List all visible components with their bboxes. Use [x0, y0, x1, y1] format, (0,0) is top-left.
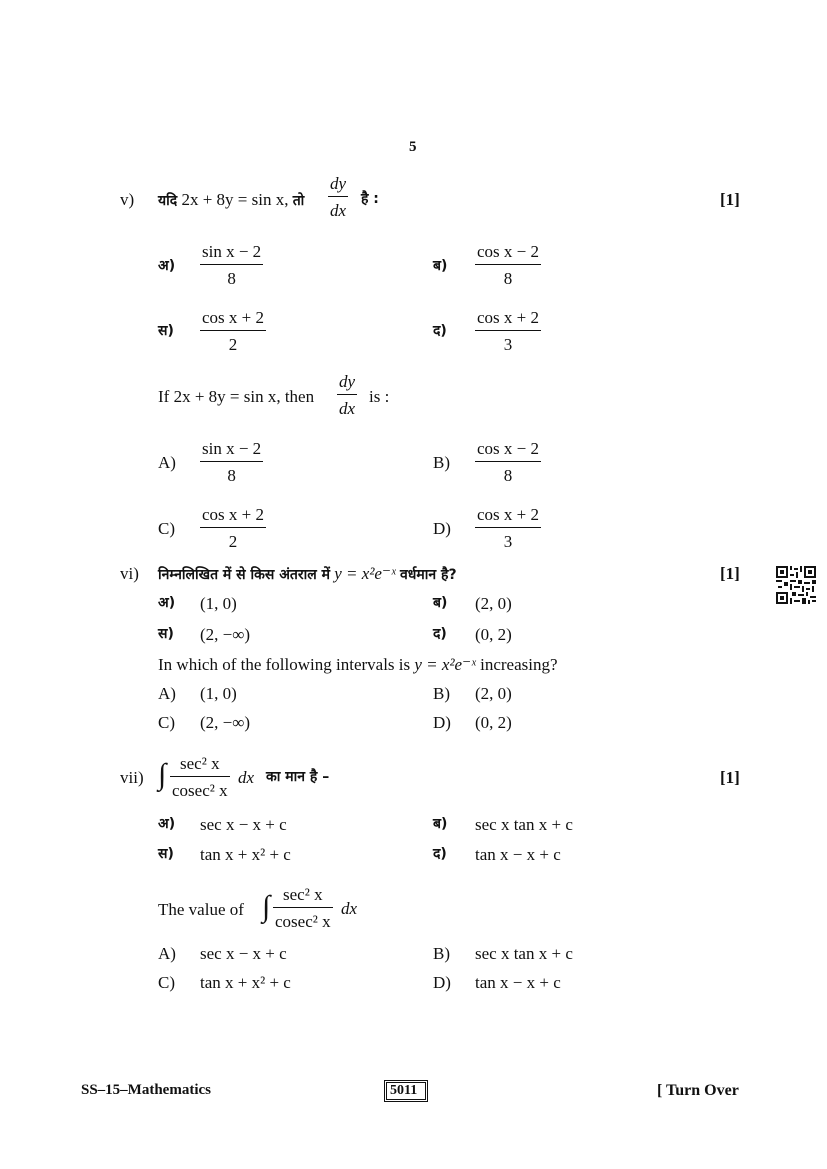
hindi-word: यदि — [158, 193, 178, 209]
option-a-fraction — [200, 440, 263, 484]
fraction-denominator: dx — [328, 196, 348, 219]
page-number: 5 — [409, 139, 417, 155]
option-label: द) — [433, 846, 447, 862]
question-text-english: If 2x + 8y = sin x, then — [158, 387, 315, 406]
option-label: D) — [433, 519, 451, 538]
fraction-denominator: 2 — [200, 330, 266, 353]
fraction-numerator: sin x − 2 — [202, 242, 262, 261]
integral-sign: ∫ — [262, 890, 271, 923]
option-text: sec x tan x + c — [475, 944, 573, 963]
option-b-fraction — [475, 440, 541, 484]
footer-subject: SS–15–Mathematics — [81, 1082, 211, 1098]
fraction-numerator: dy — [330, 174, 347, 193]
derivative-fraction — [328, 175, 348, 219]
footer-turn-over: [ Turn Over — [657, 1082, 739, 1099]
option-label: A) — [158, 944, 176, 963]
fraction-denominator: 8 — [200, 264, 263, 287]
option-label: अ) — [158, 816, 176, 832]
fraction-denominator: 8 — [475, 461, 541, 484]
option-text: tan x + x² + c — [200, 845, 291, 864]
option-text: (0, 2) — [475, 625, 512, 644]
integrand-fraction — [170, 755, 230, 799]
option-d-fraction — [475, 309, 541, 353]
option-c-fraction — [200, 309, 266, 353]
fraction-numerator: cos x − 2 — [477, 439, 539, 458]
function-expression: y = x²e⁻ˣ — [414, 655, 476, 674]
fraction-numerator: cos x + 2 — [477, 308, 539, 327]
fraction-numerator: cos x − 2 — [477, 242, 539, 261]
option-label: ब) — [433, 816, 448, 832]
option-text: (2, −∞) — [200, 625, 251, 644]
option-label: स) — [158, 846, 174, 862]
option-text: (2, −∞) — [200, 713, 251, 732]
option-label: C) — [158, 713, 175, 732]
option-text: sec x − x + c — [200, 815, 287, 834]
option-label: अ) — [158, 258, 176, 274]
fraction-denominator: 3 — [475, 330, 541, 353]
option-label: द) — [433, 323, 447, 339]
option-label: B) — [433, 684, 450, 703]
fraction-numerator: sec² x — [283, 885, 323, 904]
fraction-numerator: sec² x — [180, 754, 220, 773]
hindi-text: वर्धमान है? — [399, 567, 457, 583]
question-text-hindi — [158, 565, 457, 582]
question-number: vi) — [120, 564, 139, 583]
option-label: A) — [158, 684, 176, 703]
option-text: sec x − x + c — [200, 944, 287, 963]
question-text-english: The value of — [158, 900, 244, 919]
option-label: स) — [158, 626, 174, 642]
option-text: (2, 0) — [475, 594, 512, 613]
option-label: C) — [158, 519, 175, 538]
option-label: ब) — [433, 258, 448, 274]
fraction-denominator: cosec² x — [170, 776, 230, 799]
option-label: B) — [433, 944, 450, 963]
hindi-word: है : — [361, 191, 379, 207]
option-a-fraction — [200, 243, 263, 287]
option-text: (1, 0) — [200, 594, 237, 613]
marks-label: [1] — [720, 190, 740, 209]
fraction-denominator: 8 — [200, 461, 263, 484]
fraction-denominator: cosec² x — [273, 907, 333, 930]
fraction-numerator: sin x − 2 — [202, 439, 262, 458]
option-d-fraction — [475, 506, 541, 550]
english-text: increasing? — [480, 655, 558, 674]
dx-term: dx — [341, 899, 358, 918]
option-label: द) — [433, 626, 447, 642]
function-expression: y = x²e⁻ˣ — [334, 564, 396, 583]
question-number: vii) — [120, 768, 144, 787]
integrand-fraction — [273, 886, 333, 930]
option-text: sec x tan x + c — [475, 815, 573, 834]
question-text-english — [158, 656, 558, 673]
equation: 2x + 8y = sin x, — [181, 190, 289, 209]
english-text: In which of the following intervals is — [158, 655, 411, 674]
hindi-word: तो — [292, 193, 305, 209]
fraction-denominator: 2 — [200, 527, 266, 550]
integral-sign: ∫ — [158, 758, 167, 791]
marks-label: [1] — [720, 564, 740, 583]
option-label: अ) — [158, 595, 176, 611]
qr-code-icon — [776, 566, 816, 604]
option-text: (1, 0) — [200, 684, 237, 703]
fraction-denominator: 3 — [475, 527, 541, 550]
option-label: A) — [158, 453, 176, 472]
question-text-english: is : — [369, 387, 390, 406]
option-label: स) — [158, 323, 174, 339]
option-text: tan x − x + c — [475, 845, 561, 864]
option-c-fraction — [200, 506, 266, 550]
question-number: v) — [120, 190, 135, 209]
option-label: D) — [433, 973, 451, 992]
fraction-numerator: cos x + 2 — [202, 505, 264, 524]
hindi-text: का मान है – — [266, 769, 330, 785]
fraction-numerator: dy — [339, 372, 356, 391]
fraction-denominator: dx — [337, 394, 357, 417]
option-text: tan x + x² + c — [200, 973, 291, 992]
footer-code: 5011 — [390, 1083, 418, 1098]
option-label: ब) — [433, 595, 448, 611]
derivative-fraction — [337, 373, 357, 417]
hindi-text: निम्नलिखित में से किस अंतराल में — [158, 567, 330, 583]
dx-term: dx — [238, 768, 255, 787]
question-text-hindi — [158, 191, 304, 208]
option-text: tan x − x + c — [475, 973, 561, 992]
option-label: B) — [433, 453, 450, 472]
option-text: (2, 0) — [475, 684, 512, 703]
fraction-denominator: 8 — [475, 264, 541, 287]
option-label: C) — [158, 973, 175, 992]
marks-label: [1] — [720, 768, 740, 787]
option-b-fraction — [475, 243, 541, 287]
option-label: D) — [433, 713, 451, 732]
fraction-numerator: cos x + 2 — [477, 505, 539, 524]
option-text: (0, 2) — [475, 713, 512, 732]
fraction-numerator: cos x + 2 — [202, 308, 264, 327]
